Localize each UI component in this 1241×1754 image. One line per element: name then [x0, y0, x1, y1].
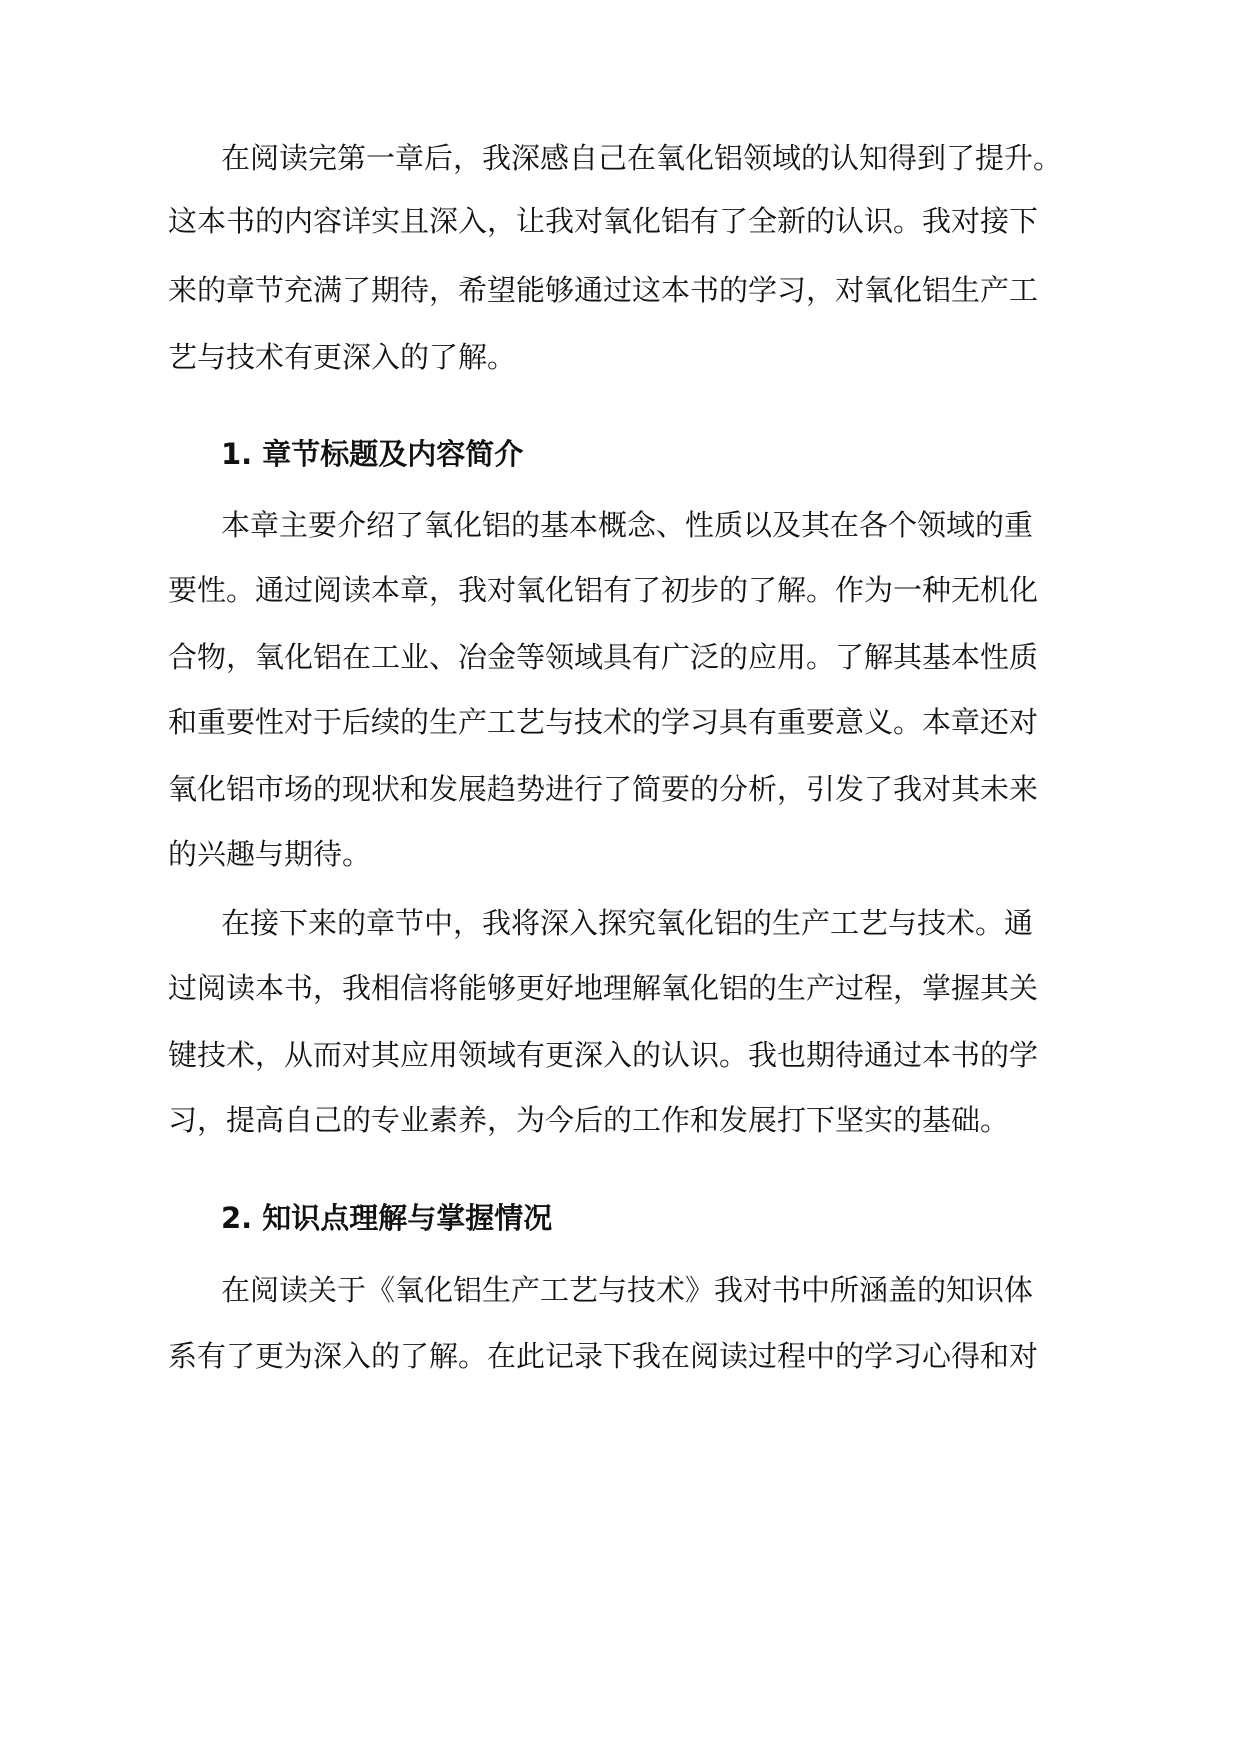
- paragraph-3-line-1: 在接下来的章节中，我将深入探究氧化铝的生产工艺与技术。通: [221, 906, 1034, 940]
- paragraph-2-line-6: 的兴趣与期待。: [168, 837, 372, 871]
- paragraph-2-line-3: 合物，氧化铝在工业、冶金等领域具有广泛的应用。了解其基本性质: [168, 640, 1039, 674]
- paragraph-1-line-4: 艺与技术有更深入的了解。: [168, 340, 517, 374]
- paragraph-4-line-2: 系有了更为深入的了解。在此记录下我在阅读过程中的学习心得和对: [168, 1339, 1039, 1373]
- paragraph-1-line-2: 这本书的内容详实且深入，让我对氧化铝有了全新的认识。我对接下: [168, 204, 1039, 238]
- paragraph-1-line-1: 在阅读完第一章后，我深感自己在氧化铝领域的认知得到了提升。: [221, 141, 1063, 175]
- paragraph-2-line-1: 本章主要介绍了氧化铝的基本概念、性质以及其在各个领域的重: [221, 508, 1034, 542]
- paragraph-4-line-1: 在阅读关于《氧化铝生产工艺与技术》我对书中所涵盖的知识体: [221, 1273, 1034, 1307]
- paragraph-2-line-4: 和重要性对于后续的生产工艺与技术的学习具有重要意义。本章还对: [168, 705, 1039, 739]
- section-heading-2: 2. 知识点理解与掌握情况: [221, 1201, 553, 1235]
- paragraph-3-line-3: 键技术，从而对其应用领域有更深入的认识。我也期待通过本书的学: [168, 1038, 1039, 1072]
- paragraph-2-line-2: 要性。通过阅读本章，我对氧化铝有了初步的了解。作为一种无机化: [168, 573, 1039, 607]
- section-heading-1: 1. 章节标题及内容简介: [221, 437, 524, 471]
- paragraph-2-line-5: 氧化铝市场的现状和发展趋势进行了简要的分析，引发了我对其未来: [168, 772, 1039, 806]
- paragraph-3-line-4: 习，提高自己的专业素养，为今后的工作和发展打下坚实的基础。: [168, 1103, 1010, 1137]
- paragraph-3-line-2: 过阅读本书，我相信将能够更好地理解氧化铝的生产过程，掌握其关: [168, 971, 1039, 1005]
- paragraph-1-line-3: 来的章节充满了期待，希望能够通过这本书的学习，对氧化铝生产工: [168, 273, 1039, 307]
